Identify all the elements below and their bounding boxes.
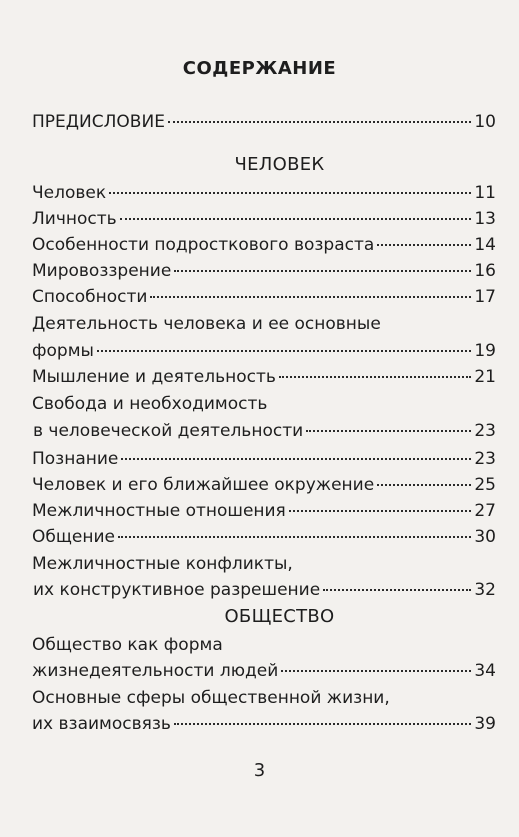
toc-entry xyxy=(32,419,496,443)
toc-entry-page: 19 xyxy=(474,341,496,361)
toc-entry-page: 14 xyxy=(474,235,496,255)
toc-entry-page: 39 xyxy=(474,714,496,734)
toc-entry-page: 13 xyxy=(474,209,496,229)
toc-entry-page: 16 xyxy=(474,261,496,281)
toc-entry xyxy=(32,339,496,363)
leader-dots xyxy=(150,296,471,298)
toc-entry-label: Мышление и деятельность xyxy=(32,367,276,387)
toc-entry-first-line: Общество как форма xyxy=(32,635,223,655)
contents-title: СОДЕРЖАНИЕ xyxy=(182,58,337,79)
leader-dots xyxy=(281,670,471,672)
page-number: 3 xyxy=(253,760,266,781)
toc-entry-first-line: Основные сферы общественной жизни, xyxy=(32,688,390,708)
toc-entry xyxy=(32,578,496,602)
section-heading-society: ОБЩЕСТВО xyxy=(224,606,335,627)
section-heading-human: ЧЕЛОВЕК xyxy=(234,154,325,175)
toc-entry-label: жизнедеятельности людей xyxy=(32,661,279,681)
toc-entry xyxy=(32,659,496,683)
toc-entry-label: формы xyxy=(32,341,94,361)
toc-entry-first-line: Свобода и необходимость xyxy=(32,394,268,414)
toc-entry xyxy=(32,473,496,497)
toc-entry-label: Мировоззрение xyxy=(32,261,172,281)
toc-entry-label: в человеческой деятельности xyxy=(33,421,304,441)
toc-entry-page: 32 xyxy=(474,580,496,600)
toc-entry xyxy=(32,525,496,549)
toc-entry-page: 30 xyxy=(474,527,496,547)
toc-entry-label: Личность xyxy=(32,209,117,229)
leader-dots xyxy=(97,350,471,352)
leader-dots xyxy=(306,430,471,432)
toc-entry xyxy=(32,181,496,205)
toc-entry-page: 25 xyxy=(474,475,496,495)
leader-dots xyxy=(120,218,472,220)
toc-entry-page: 11 xyxy=(474,183,496,203)
toc-entry xyxy=(32,499,496,523)
toc-entry-label: их взаимосвязь xyxy=(32,714,171,734)
toc-entry-label: Человек xyxy=(32,183,107,203)
leader-dots xyxy=(168,121,471,123)
toc-entry-page: 21 xyxy=(474,367,496,387)
leader-dots xyxy=(109,192,471,194)
toc-entry-label: ПРЕДИСЛОВИЕ xyxy=(32,112,165,132)
leader-dots xyxy=(289,510,472,512)
toc-entry xyxy=(32,259,496,283)
toc-entry-label: их конструктивное разрешение xyxy=(33,580,321,600)
toc-entry-label: Межличностные отношения xyxy=(32,501,286,521)
toc-entry-label: Человек и его ближайшее окружение xyxy=(32,475,375,495)
toc-entry-first-line: Деятельность человека и ее основные xyxy=(32,314,381,334)
leader-dots xyxy=(174,270,471,272)
toc-entry-page: 17 xyxy=(474,287,496,307)
leader-dots xyxy=(377,244,471,246)
toc-entry-page: 34 xyxy=(474,661,496,681)
toc-entry-label: Способности xyxy=(32,287,148,307)
toc-entry-preface xyxy=(32,110,496,134)
toc-entry xyxy=(32,712,496,736)
toc-entry-page: 10 xyxy=(474,112,496,132)
toc-entry xyxy=(32,233,496,257)
toc-entry-label: Познание xyxy=(32,449,119,469)
toc-entry xyxy=(32,447,496,471)
toc-entry-page: 23 xyxy=(474,449,496,469)
leader-dots xyxy=(323,589,471,591)
toc-entry xyxy=(32,285,496,309)
toc-entry-label: Общение xyxy=(32,527,115,547)
toc-entry-first-line: Межличностные конфликты, xyxy=(32,554,293,574)
toc-entry xyxy=(32,207,496,231)
toc-entry-page: 23 xyxy=(474,421,496,441)
leader-dots xyxy=(121,458,471,460)
toc-entry xyxy=(32,365,496,389)
leader-dots xyxy=(174,723,471,725)
toc-entry-page: 27 xyxy=(474,501,496,521)
leader-dots xyxy=(118,536,471,538)
toc-entry-label: Особенности подросткового возраста xyxy=(32,235,375,255)
leader-dots xyxy=(279,376,471,378)
leader-dots xyxy=(377,484,471,486)
